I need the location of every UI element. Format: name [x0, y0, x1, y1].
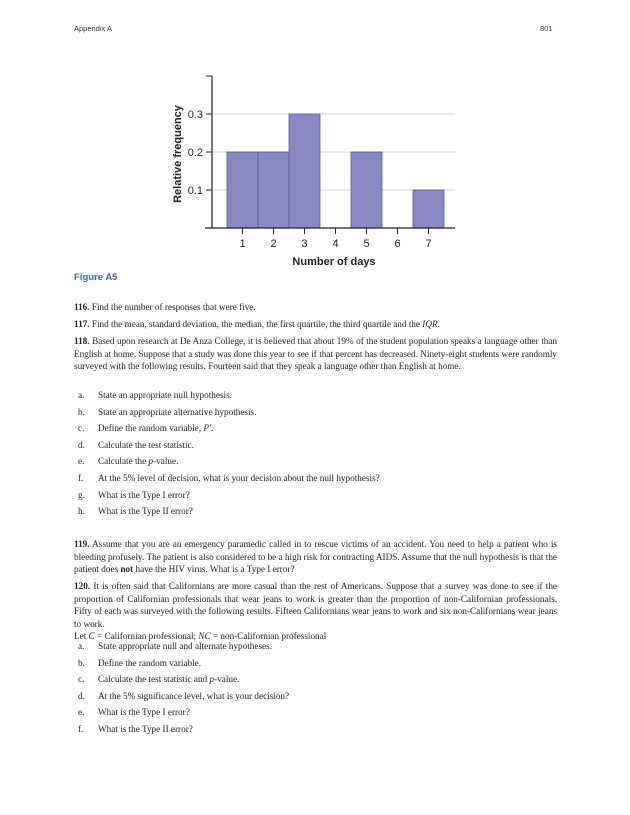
page-number: 801 [540, 24, 553, 33]
x-axis-ticks [239, 228, 431, 250]
x-tick-label: 7 [425, 238, 432, 250]
question-116 [74, 301, 557, 314]
list-item [74, 455, 557, 472]
x-axis-label: Number of days [292, 256, 376, 268]
var-c: C [88, 631, 95, 642]
list-item [74, 673, 557, 690]
question-number: 120. [74, 581, 91, 591]
question-text-end: have the HIV virus. What is a Type I error? [133, 564, 295, 575]
question-118-parts [74, 389, 557, 522]
item-letter: e. [78, 456, 85, 467]
item-text: State an appropriate alternative hypothesis. [98, 406, 257, 417]
bar-day-5 [351, 152, 382, 228]
list-item [74, 422, 557, 439]
list-item [74, 706, 557, 723]
item-italic: p [209, 674, 215, 685]
question-text: Find the number of responses that were five. [91, 302, 256, 312]
running-header-left: Appendix A [74, 24, 112, 33]
nc-definition: = non-Californian professional [210, 631, 327, 642]
list-item [74, 406, 557, 423]
question-number: 118. [74, 336, 90, 346]
question-text: Assume that you are an emergency paramedic called in to rescue victims of an accident. You need to help a patient who is bleeding profusely. The patient is also considered to be a high risk for contracting AIDS. Assume that the null hypothesis is that the patient does [74, 539, 557, 575]
item-text: What is the Type II error? [98, 723, 193, 734]
item-text: State appropriate null and alternate hypotheses. [98, 641, 272, 651]
list-item [74, 439, 557, 456]
x-tick-label: 4 [332, 238, 339, 250]
list-item [74, 472, 557, 489]
c-definition: = Californian professional; [94, 631, 199, 642]
item-italic: p [148, 456, 154, 467]
list-item [74, 657, 557, 674]
question-118 [74, 335, 557, 373]
question-117 [74, 318, 557, 331]
question-119 [74, 538, 557, 576]
iqr-term: IQR [422, 319, 438, 329]
item-text: Define the random variable, [98, 423, 204, 434]
question-text: Based upon research at De Anza College, it is believed that about 19% of the student population speaks a language other than English at home. Suppose that a study was done this year to see if that percent has decreased. Ninety-eight students were randomly surveyed with the following results. Fourteen said that they speak a language other than English at home. [74, 336, 558, 372]
y-axis-label: Relative frequency [172, 105, 184, 203]
item-letter: c. [78, 423, 85, 434]
item-end: -value. [214, 674, 240, 685]
bar-day-2 [258, 152, 289, 228]
y-tick-label: 0.1 [187, 185, 203, 197]
item-letter: f. [78, 723, 84, 734]
item-end: . [210, 423, 214, 434]
item-letter: a. [78, 390, 85, 400]
x-tick-label: 2 [270, 238, 277, 250]
item-text: Calculate the test statistic and [98, 674, 210, 685]
bar-day-1 [227, 152, 258, 228]
item-text: Calculate the test statistic. [98, 439, 194, 450]
x-tick-label: 5 [363, 238, 370, 250]
question-number: 119. [74, 539, 90, 549]
x-tick-label: 1 [239, 238, 246, 250]
y-tick-label: 0.3 [187, 109, 203, 121]
item-letter: h. [78, 506, 85, 517]
list-item [74, 640, 557, 657]
item-text: Define the random variable. [98, 657, 202, 668]
list-item [74, 505, 557, 522]
item-letter: e. [78, 707, 85, 718]
item-end: -value. [153, 456, 179, 467]
item-text: State an appropriate null hypothesis. [98, 390, 232, 400]
item-text: Calculate the [98, 456, 149, 467]
item-text: At the 5% level of decision, what is your decision about the null hypothesis? [98, 472, 380, 483]
item-letter: b. [78, 657, 85, 668]
y-axis-ticks [188, 76, 212, 197]
item-letter: d. [78, 690, 85, 701]
let-prefix: Let [74, 631, 89, 642]
bold-not: not [120, 564, 134, 575]
item-letter: d. [78, 439, 85, 450]
bar-day-3 [289, 114, 320, 228]
item-letter: g. [78, 489, 85, 500]
question-120 [74, 580, 557, 643]
question-120-parts [74, 640, 557, 740]
list-item [74, 690, 557, 707]
list-item [74, 389, 557, 406]
item-italic: P′ [203, 423, 211, 434]
item-letter: a. [78, 641, 85, 651]
item-letter: b. [78, 406, 85, 417]
bar-day-7 [413, 190, 444, 228]
figure-caption: Figure A5 [74, 272, 118, 283]
item-letter: f. [78, 472, 84, 483]
item-text: What is the Type I error? [98, 489, 190, 500]
list-item [74, 489, 557, 506]
item-text: What is the Type I error? [98, 707, 190, 718]
var-nc: NC [198, 631, 211, 642]
question-number: 117. [74, 319, 90, 329]
question-end: . [437, 319, 440, 329]
list-item [74, 723, 557, 740]
x-tick-label: 6 [394, 238, 401, 250]
x-tick-label: 3 [301, 238, 308, 250]
relative-frequency-bar-chart [160, 62, 470, 272]
item-text: What is the Type II error? [98, 506, 193, 517]
y-tick-label: 0.2 [187, 147, 203, 159]
chart-bars [227, 114, 444, 228]
question-number: 116. [74, 302, 90, 312]
item-letter: c. [78, 674, 85, 685]
item-text: At the 5% significance level, what is your decision? [98, 690, 290, 701]
question-text: Find the mean, standard deviation, the median, the first quartile, the third quartile and the [91, 319, 420, 329]
question-text: It is often said that Californians are more casual than the rest of Americans. Suppose that a survey was done to see if the proportion of Californian professionals that wear jeans to work is greater than the proportion of non-Californian professionals. Fifty of each was surveyed with the following results. Fifteen Californians wear jeans to work and six non-Californians wear jeans to work. [74, 581, 557, 629]
